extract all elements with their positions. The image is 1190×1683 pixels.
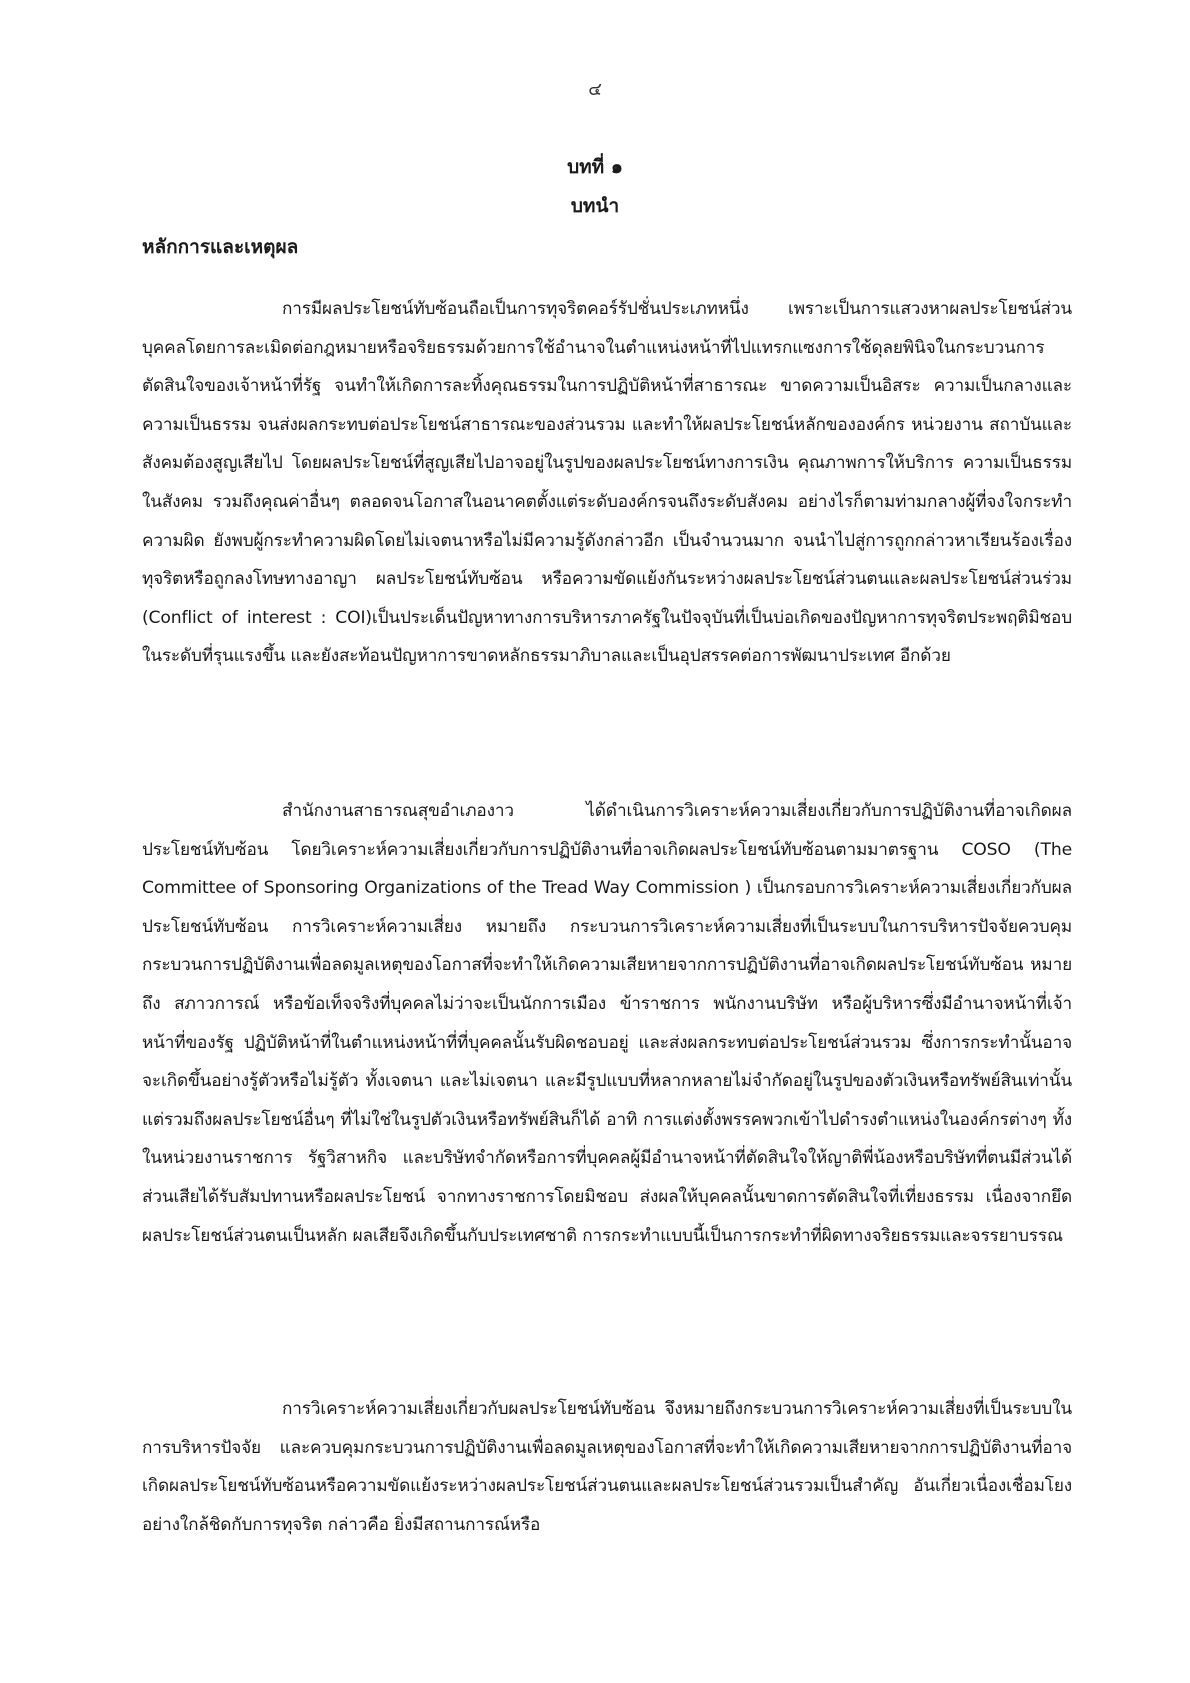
paragraph-text: การวิเคราะห์ความเสี่ยงเกี่ยวกับผลประโยชน์ทับซ้อน จึงหมายถึงกระบวนการวิเคราะห์ความเสี่ยงที่เป็นระบบในการบริหารปัจจัย และควบคุมกระบวนการปฏิบัติงานเพื่อลดมูลเหตุของโอกาสที่จะทำให้เกิดความเสียหายจากการปฏิบัติงานที่อาจเกิดผลประโยชน์ทับซ้อนหรือความขัดแย้งระหว่างผลประโยชน์ส่วนตนและผลประโยชน์ส่วนรวมเป็นสำคัญ อันเกี่ยวเนื่องเชื่อมโยงอย่างใกล้ชิดกับการทุจริต กล่าวคือ ยิ่งมีสถานการณ์หรือ bbox=[142, 1399, 1072, 1535]
chapter-subtitle: บทนำ bbox=[570, 195, 620, 217]
paragraph-text: สำนักงานสาธารณสุขอำเภองาว ได้ดำเนินการวิเคราะห์ความเสี่ยงเกี่ยวกับการปฏิบัติงานที่อาจเกิดผลประโยชน์ทับซ้อน โดยวิเคราะห์ความเสี่ยงเกี่ยวกับการปฏิบัติงานที่อาจเกิดผลประโยชน์ทับซ้อนตามมาตรฐาน COSO (The Committee of Sponsoring Organizations of the Tread Way Commission ) เป็นกรอบการวิเคราะห์ความเสี่ยงเกี่ยวกับผลประโยชน์ทับซ้อน การวิเคราะห์ความเสี่ยง หมายถึง กระบวนการวิเคราะห์ความเสี่ยงที่เป็นระบบในการบริหารปัจจัยควบคุมกระบวนการปฏิบัติงานเพื่อลดมูลเหตุของโอกาสที่จะทำให้เกิดความเสียหายจากการปฏิบัติงานที่อาจเกิดผลประโยชน์ทับซ้อน หมายถึง สภาวการณ์ หรือข้อเท็จจริงที่บุคคลไม่ว่าจะเป็นนักการเมือง ข้าราชการ พนักงานบริษัท หรือผู้บริหารซึ่งมีอำนาจหน้าที่เจ้าหน้าที่ของรัฐ ปฏิบัติหน้าที่ในตำแหน่งหน้าที่ที่บุคคลนั้นรับผิดชอบอยู่ และส่งผลกระทบต่อประโยชน์ส่วนรวม ซึ่งการกระทำนั้นอาจจะเกิดขึ้นอย่างรู้ตัวหรือไม่รู้ตัว ทั้งเจตนา และไม่เจตนา และมีรูปแบบที่หลากหลายไม่จำกัดอยู่ในรูปของตัวเงินหรือทรัพย์สินเท่านั้น แต่รวมถึงผลประโยชน์อื่นๆ ที่ไม่ใช่ในรูปตัวเงินหรือทรัพย์สินก็ได้ อาทิ การแต่งตั้งพรรคพวกเข้าไปดำรงตำแหน่งในองค์กรต่างๆ ทั้งในหน่วยงานราชการ รัฐวิสาหกิจ และบริษัทจำกัดหรือการที่บุคคลผู้มีอำนาจหน้าที่ตัดสินใจให้ญาติพี่น้องหรือบริษัทที่ตนมีส่วนได้ส่วนเสียได้รับสัมปทานหรือผลประโยชน์ จากทางราชการโดยมิชอบ ส่งผลให้บุคคลนั้นขาดการตัดสินใจที่เที่ยงธรรม เนื่องจากยึดผลประโยชน์ส่วนตนเป็นหลัก ผลเสียจึงเกิดขึ้นกับประเทศชาติ การกระทำแบบนี้เป็นการกระทำที่ผิดทางจริยธรรมและจรรยาบรรณ bbox=[142, 801, 1072, 1246]
paragraph-risk-analysis bbox=[142, 792, 1072, 1255]
chapter-title: บทที่ ๑ bbox=[567, 156, 623, 178]
page-number: ๔ bbox=[588, 79, 602, 100]
section-heading: หลักการและเหตุผล bbox=[142, 236, 299, 258]
paragraph-text: การมีผลประโยชน์ทับซ้อนถือเป็นการทุจริตคอร์รัปชั่นประเภทหนึ่ง เพราะเป็นการแสวงหาผลประโยชน์ส่วนบุคคลโดยการละเมิดต่อกฎหมายหรือจริยธรรมด้วยการใช้อำนาจในตำแหน่งหน้าที่ไปแทรกแซงการใช้ดุลยพินิจในกระบวนการตัดสินใจของเจ้าหน้าที่รัฐ จนทำให้เกิดการละทิ้งคุณธรรมในการปฏิบัติหน้าที่สาธารณะ ขาดความเป็นอิสระ ความเป็นกลางและความเป็นธรรม จนส่งผลกระทบต่อประโยชน์สาธารณะของส่วนรวม และทำให้ผลประโยชน์หลักขององค์กร หน่วยงาน สถาบันและสังคมต้องสูญเสียไป โดยผลประโยชน์ที่สูญเสียไปอาจอยู่ในรูปของผลประโยชน์ทางการเงิน คุณภาพการให้บริการ ความเป็นธรรมในสังคม รวมถึงคุณค่าอื่นๆ ตลอดจนโอกาสในอนาคตตั้งแต่ระดับองค์กรจนถึงระดับสังคม อย่างไรก็ตามท่ามกลางผู้ที่จงใจกระทำความผิด ยังพบผู้กระทำความผิดโดยไม่เจตนาหรือไม่มีความรู้ดังกล่าวอีก เป็นจำนวนมาก จนนำไปสู่การถูกกล่าวหาเรียนร้องเรื่องทุจริตหรือถูกลงโทษทางอาญา ผลประโยชน์ทับซ้อน หรือความขัดแย้งกันระหว่างผลประโยชน์ส่วนตนและผลประโยชน์ส่วนร่วม (Conflict of interest : COI)เป็นประเด็นปัญหาทางการบริหารภาครัฐในปัจจุบันที่เป็นบ่อเกิดของปัญหาการทุจริตประพฤติมิชอบ ในระดับที่รุนแรงขึ้น และยังสะท้อนปัญหาการขาดหลักธรรมาภิบาลและเป็นอุปสรรคต่อการพัฒนาประเทศ อีกด้วย bbox=[142, 299, 1072, 667]
paragraph-principles bbox=[142, 290, 1072, 676]
paragraph-risk-definition bbox=[142, 1390, 1072, 1544]
